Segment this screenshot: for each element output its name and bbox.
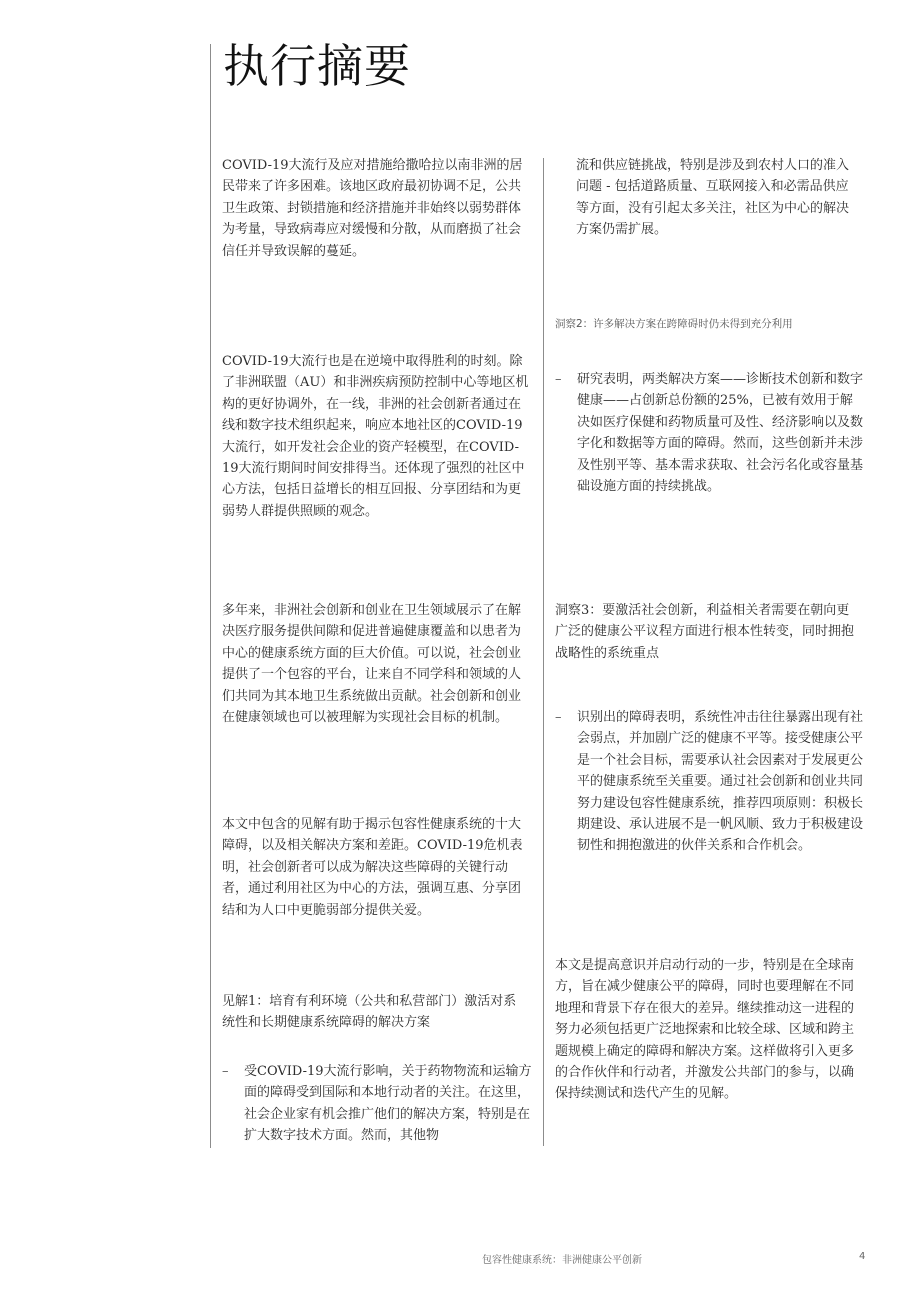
insight3-heading: 洞察3：要激活社会创新，利益相关者需要在朝向更广泛的健康公平议程方面进行根本性转变，同时拥抱战略性的系统重点 bbox=[555, 603, 855, 661]
closing-paragraph: 本文是提高意识并启动行动的一步，特别是在全球南方，旨在减少健康公平的障碍，同时也要理解在不同地理和背景下存在很大的差异。继续推动这一进程的努力必须包括更广泛地探索和比较全球、区域和跨主题规模上确定的障碍和解决方案。这样做将引入更多的合作伙伴和行动者，并激发公共部门的参与，以确保持续测试和迭代产生的见解。 bbox=[555, 958, 855, 1102]
continued-paragraph: 流和供应链挑战，特别是涉及到农村人口的准入问题 - 包括道路质量、互联网接入和必需品供应等方面，没有引起太多关注，社区为中心的解决方案仍需扩展。 bbox=[576, 158, 850, 238]
insight3-bullet bbox=[555, 707, 863, 857]
insight2-bullet-text: 研究表明，两类解决方案——诊断技术创新和数字健康——占创新总份额的25%，已被有效用于解决如医疗保健和药物质量可及性、经济影响以及数字化和数据等方面的障碍。然而，这些创新并未涉及性别平等、基本需求获取、社会污名化或容量基础设施方面的持续挑战。 bbox=[577, 372, 864, 495]
intro-paragraph: COVID-19大流行及应对措施给撒哈拉以南非洲的居民带来了许多困难。该地区政府最初协调不足，公共卫生政策、封锁措施和经济措施并非始终以弱势群体为考量，导致病毒应对缓慢和分散，从而磨损了社会信任并导致误解的蔓延。 bbox=[222, 158, 523, 259]
covid-victory-paragraph: COVID-19大流行也是在逆境中取得胜利的时刻。除了非洲联盟（AU）和非洲疾病预防控制中心等地区机构的更好协调外，在一线，非洲的社会创新者通过在线和数字技术组织起来，响应本地社区的COVID-19大流行，如开发社会企业的资产轻模型，在COVID-19大流行期间时间安排得当。还体现了强烈的社区中心方法，包括日益增长的相互回报、分享团结和为更弱势人群提供照顾的观念。 bbox=[222, 354, 529, 519]
bullet-marker: – bbox=[555, 372, 562, 387]
page-title: 执行摘要 bbox=[223, 39, 411, 93]
bullet-marker: – bbox=[222, 1064, 229, 1079]
insight2-heading: 洞察2：许多解决方案在跨障碍时仍未得到充分利用 bbox=[555, 318, 793, 330]
footer-document-title: 包容性健康系统：非洲健康公平创新 bbox=[482, 1255, 642, 1266]
page-number: 4 bbox=[859, 1251, 866, 1262]
insight1-heading: 见解1：培育有利环境（公共和私营部门）激活对系统性和长期健康系统障碍的解决方案 bbox=[222, 994, 517, 1031]
insights-overview-paragraph: 本文中包含的见解有助于揭示包容性健康系统的十大障碍，以及相关解决方案和差距。COVID-19危机表明，社会创新者可以成为解决这些障碍的关键行动者，通过利用社区为中心的方法，强调互惠、分享团结和为人口中更脆弱部分提供关爱。 bbox=[222, 817, 523, 918]
insight3-bullet-text: 识别出的障碍表明，系统性冲击往往暴露出现有社会弱点，并加剧广泛的健康不平等。接受健康公平是一个社会目标，需要承认社会因素对于发展更公平的健康系统至关重要。通过社会创新和创业共同努力建设包容性健康系统，推荐四项原则：积极长期建设、承认进展不是一帆风顺、致力于积极建设韧性和拥抱激进的伙伴关系和合作机会。 bbox=[577, 710, 864, 854]
insight1-bullet bbox=[222, 1061, 532, 1147]
insight2-bullet bbox=[555, 369, 863, 497]
social-innovation-paragraph: 多年来，非洲社会创新和创业在卫生领域展示了在解决医疗服务提供间隙和促进普遍健康覆盖和以患者为中心的健康系统方面的巨大价值。可以说，社会创业提供了一个包容的平台，让来自不同学科和领域的人们共同为其本地卫生系统做出贡献。社会创新和创业在健康领域也可以被理解为实现社会目标的机制。 bbox=[222, 603, 522, 726]
bullet-marker: – bbox=[555, 710, 562, 725]
insight1-bullet-text: 受COVID-19大流行影响，关于药物物流和运输方面的障碍受到国际和本地行动者的关注。在这里，社会企业家有机会推广他们的解决方案，特别是在扩大数字技术方面。然而，其他物 bbox=[244, 1064, 532, 1144]
left-vertical-rule bbox=[210, 44, 211, 1148]
center-vertical-rule bbox=[543, 158, 544, 1146]
